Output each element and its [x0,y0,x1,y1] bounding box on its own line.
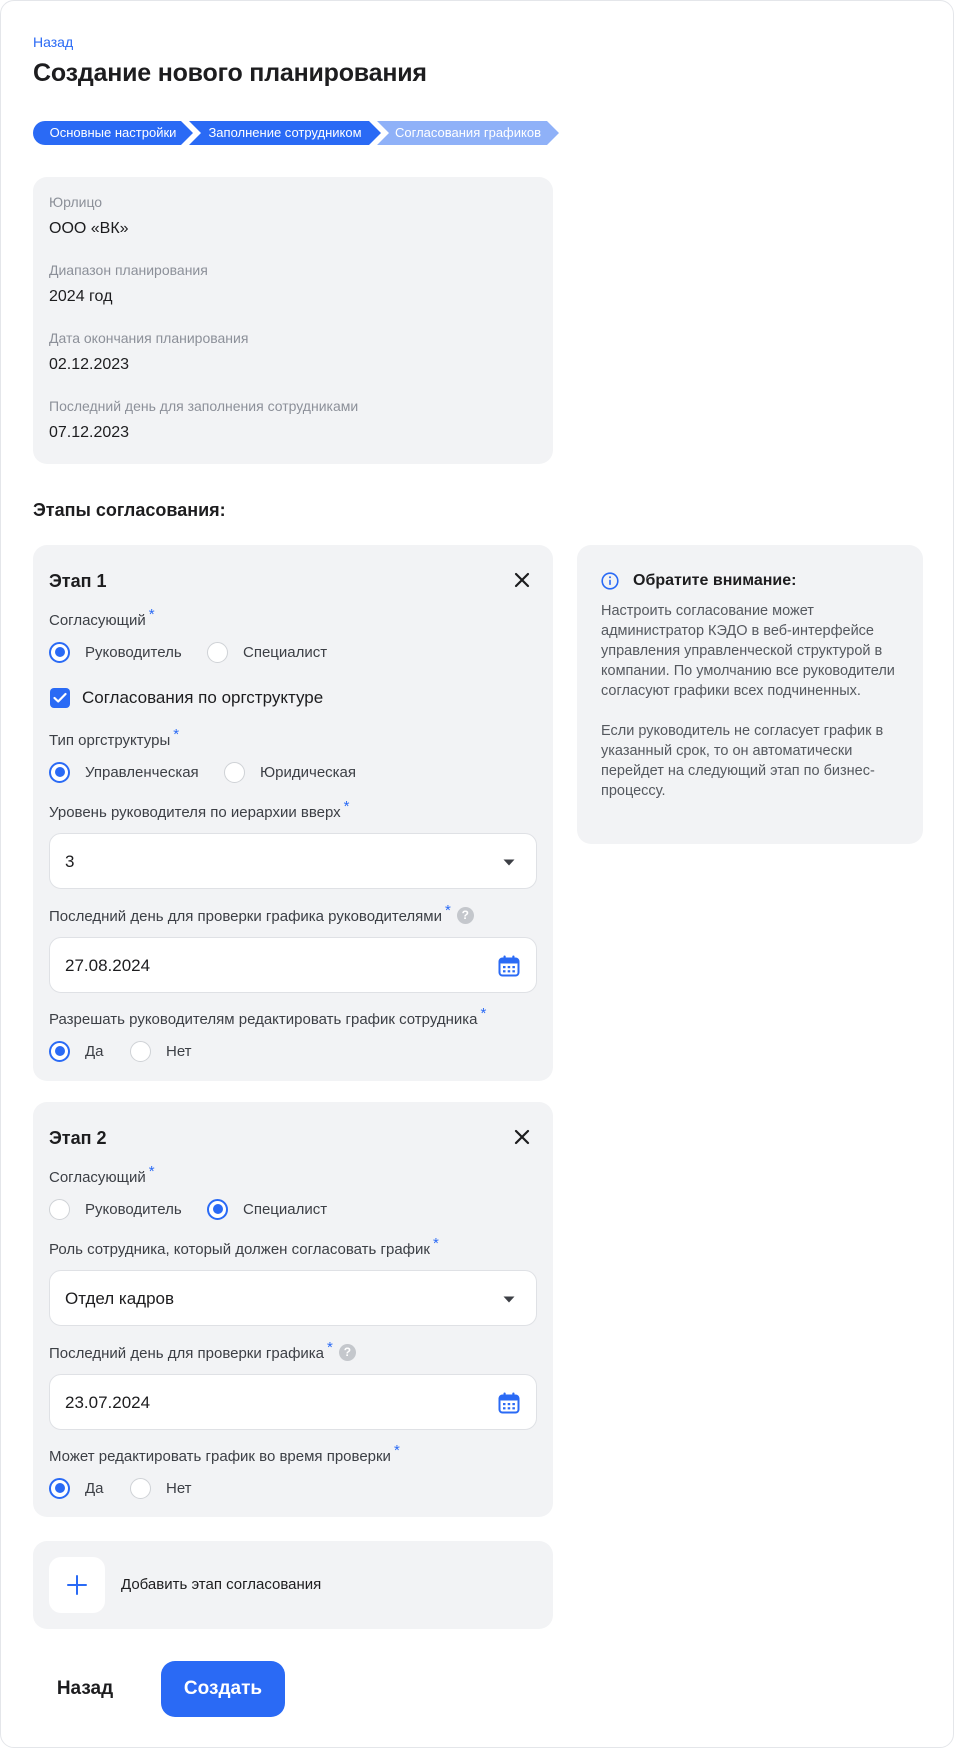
radio-circle [224,762,245,783]
radio-specialist[interactable] [207,1198,327,1220]
date-value: 23.07.2024 [65,1393,151,1412]
summary-value: 07.12.2023 [49,424,130,441]
radio-label: Специалист [243,643,328,661]
stage-1-card [33,545,553,1081]
required-mark: * [148,1163,155,1180]
radio-label: Нет [166,1479,192,1497]
required-mark: * [445,902,451,919]
summary-label: Юрлицо [49,194,103,210]
back-link[interactable]: Назад [33,34,74,50]
create-button[interactable]: Создать [161,1661,285,1717]
specialist-deadline-label-text: Последний день для проверки графика [49,1345,325,1362]
manager-deadline-label-text: Последний день для проверки графика руководителями [49,908,442,925]
specialist-deadline-label [49,1339,356,1363]
chevron-down-icon [503,859,515,866]
add-stage-button[interactable] [33,1541,553,1629]
edit-during-review-label-text: Может редактировать график во время проверки [49,1448,391,1465]
approver-label-text: Согласующий [49,1169,146,1186]
select-value: Отдел кадров [65,1289,175,1308]
approver-label [49,1163,155,1186]
checkbox-label: Согласования по оргструктуре [82,688,324,707]
radio-no[interactable] [130,1477,192,1499]
role-select[interactable] [49,1270,537,1326]
radio-label: Руководитель [85,643,182,661]
summary-label: Последний день для заполнения сотрудниками [49,398,359,414]
help-icon[interactable]: ? [339,1344,356,1361]
edit-during-review-label [49,1442,400,1465]
required-mark: * [173,726,180,743]
radio-managerial[interactable] [49,761,199,783]
radio-manager[interactable] [49,1198,182,1220]
stepper [33,121,563,145]
level-label-text: Уровень руководителя по иерархии вверх [49,804,341,821]
step-label: Заполнение сотрудником [208,125,362,140]
summary-value: 2024 год [49,288,113,305]
radio-label: Да [85,1479,104,1497]
required-mark: * [148,606,155,623]
radio-yes[interactable] [49,1040,104,1062]
help-icon[interactable]: ? [457,907,474,924]
radio-circle [130,1041,151,1062]
stage-title: Этап 2 [49,1128,107,1148]
add-stage-label: Добавить этап согласования [121,1576,322,1593]
radio-label: Юридическая [260,763,357,781]
radio-circle [130,1478,151,1499]
specialist-deadline-date-input[interactable] [49,1374,537,1430]
orgstructure-checkbox[interactable] [49,688,323,708]
orgtype-label [49,726,180,749]
radio-no[interactable] [130,1040,192,1062]
checkbox-box [50,688,70,708]
notice-card [577,545,923,844]
info-icon [601,572,619,590]
radio-specialist[interactable] [207,641,327,663]
summary-card [33,177,553,464]
level-label [49,798,350,821]
summary-label: Дата окончания планирования [49,330,249,346]
close-icon[interactable] [513,1128,531,1146]
summary-value: ООО «ВК» [49,220,129,237]
required-mark: * [327,1339,333,1356]
step-label: Согласования графиков [395,125,541,140]
notice-paragraph: Настроить согласование может администратор КЭДО в веб-интерфейсе управления управленческой структурой в компании. По умолчанию все руководители согласуют графики всех подчиненных. [601,603,895,699]
radio-legal[interactable] [224,761,356,783]
role-label [49,1235,439,1258]
step-label: Основные настройки [49,125,177,140]
orgtype-label-text: Тип оргструктуры [49,732,171,749]
manager-deadline-label [49,902,474,926]
required-mark: * [480,1005,487,1022]
step-schedule-approval[interactable] [377,121,559,145]
notice-paragraph: Если руководитель не согласует график в указанный срок, то он автоматически перейдет на следующий этап по бизнес-процессу. [601,723,884,799]
step-employee-filling[interactable] [189,121,381,145]
radio-circle [49,1199,70,1220]
summary-item-planning-end [49,330,248,374]
approver-label [49,606,155,629]
stages-section-title: Этапы согласования: [33,500,226,520]
step-basic-settings[interactable] [33,121,193,145]
check-icon [53,692,67,704]
summary-item-employee-deadline [49,398,358,442]
add-icon-box [49,1557,105,1613]
calendar-icon[interactable] [498,1392,520,1414]
radio-circle [207,1199,228,1220]
radio-circle [207,642,228,663]
required-mark: * [393,1442,400,1459]
role-label-text: Роль сотрудника, который должен согласовать график [49,1241,430,1258]
radio-manager[interactable] [49,641,182,663]
stage-2-card [33,1102,553,1517]
radio-label: Да [85,1042,104,1060]
approver-label-text: Согласующий [49,612,146,629]
radio-circle [49,1041,70,1062]
summary-label: Диапазон планирования [49,262,208,278]
radio-label: Специалист [243,1200,328,1218]
radio-yes[interactable] [49,1477,104,1499]
calendar-icon[interactable] [498,955,520,977]
notice-title: Обратите внимание: [633,572,797,589]
select-value: 3 [65,852,75,871]
radio-circle [49,762,70,783]
required-mark: * [343,798,350,815]
chevron-down-icon [503,1296,515,1303]
plus-icon [67,1575,87,1595]
radio-label: Руководитель [85,1200,182,1218]
edit-permission-label [49,1005,487,1028]
stage-title: Этап 1 [49,571,107,591]
summary-item-legal-entity [49,194,129,238]
notice-text [601,601,901,801]
date-value: 27.08.2024 [65,956,151,975]
edit-permission-label-text: Разрешать руководителям редактировать график сотрудника [49,1011,478,1028]
manager-deadline-date-input[interactable] [49,937,537,993]
close-icon[interactable] [513,571,531,589]
summary-value: 02.12.2023 [49,356,130,373]
required-mark: * [432,1235,439,1252]
radio-label: Нет [166,1042,192,1060]
radio-circle [49,1478,70,1499]
back-button[interactable]: Назад [56,1678,114,1699]
radio-circle [49,642,70,663]
radio-label: Управленческая [85,763,199,781]
page-title: Создание нового планирования [33,59,427,87]
summary-item-planning-range [49,262,208,306]
level-select[interactable] [49,833,537,889]
